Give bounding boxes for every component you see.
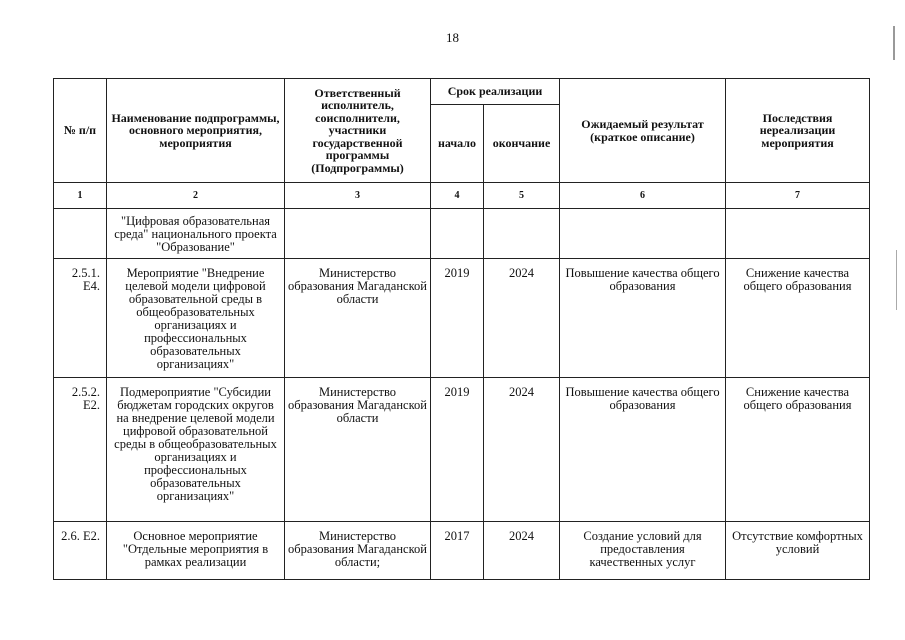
row-name: Основное мероприятие "Отдельные мероприятия в рамках реализации	[107, 522, 285, 580]
column-number: 6	[560, 183, 726, 209]
row-consequence: Снижение качества общего образования	[726, 259, 870, 378]
activities-table	[53, 78, 870, 580]
header-period: Срок реализации	[431, 79, 560, 105]
column-number: 4	[431, 183, 484, 209]
row-name: Мероприятие "Внедрение целевой модели цифровой образовательной среды в общеобразовательных организациях и профессиональных образовательных организациях"	[107, 259, 285, 378]
row-name: Подмероприятие "Субсидии бюджетам городских округов на внедрение целевой модели цифровой образовательной среды в общеобразовательных организациях и профессиональных образовательных организациях"	[107, 378, 285, 522]
column-number: 5	[484, 183, 560, 209]
scan-edge-mark	[893, 26, 895, 60]
header-start: начало	[431, 105, 484, 183]
row-start: 2019	[431, 378, 484, 522]
header-num: № п/п	[54, 79, 107, 183]
row-end	[484, 209, 560, 259]
row-index: 2.6. Е2.	[54, 522, 107, 580]
row-end: 2024	[484, 378, 560, 522]
table-row	[54, 259, 870, 378]
column-number: 7	[726, 183, 870, 209]
row-index	[54, 209, 107, 259]
row-name: "Цифровая образовательная среда" национального проекта "Образование"	[107, 209, 285, 259]
row-index: 2.5.1. Е4.	[54, 259, 107, 378]
row-consequence: Снижение качества общего образования	[726, 378, 870, 522]
header-name: Наименование подпрограммы, основного мероприятия, мероприятия	[107, 79, 285, 183]
row-result: Создание условий для предоставления качественных услуг	[560, 522, 726, 580]
row-index: 2.5.2. Е2.	[54, 378, 107, 522]
row-start	[431, 209, 484, 259]
table-row	[54, 209, 870, 259]
row-result	[560, 209, 726, 259]
row-start: 2019	[431, 259, 484, 378]
row-consequence: Отсутствие комфортных условий	[726, 522, 870, 580]
header-consequence: Последствия нереализации мероприятия	[726, 79, 870, 183]
table-row	[54, 522, 870, 580]
table-row	[54, 378, 870, 522]
row-responsible	[285, 209, 431, 259]
row-consequence	[726, 209, 870, 259]
row-result: Повышение качества общего образования	[560, 259, 726, 378]
scan-edge-mark	[896, 250, 897, 310]
header-end: окончание	[484, 105, 560, 183]
header-responsible: Ответственный исполнитель, соисполнители, участники государственной программы (Подпрограммы)	[285, 79, 431, 183]
column-number: 2	[107, 183, 285, 209]
column-number: 3	[285, 183, 431, 209]
page-number: 18	[446, 30, 459, 45]
row-responsible: Министерство образования Магаданской области	[285, 259, 431, 378]
row-end: 2024	[484, 522, 560, 580]
row-end: 2024	[484, 259, 560, 378]
column-number: 1	[54, 183, 107, 209]
row-start: 2017	[431, 522, 484, 580]
column-numbers-row	[54, 183, 870, 209]
row-responsible: Министерство образования Магаданской области;	[285, 522, 431, 580]
row-result: Повышение качества общего образования	[560, 378, 726, 522]
header-result: Ожидаемый результат (краткое описание)	[560, 79, 726, 183]
row-responsible: Министерство образования Магаданской области	[285, 378, 431, 522]
